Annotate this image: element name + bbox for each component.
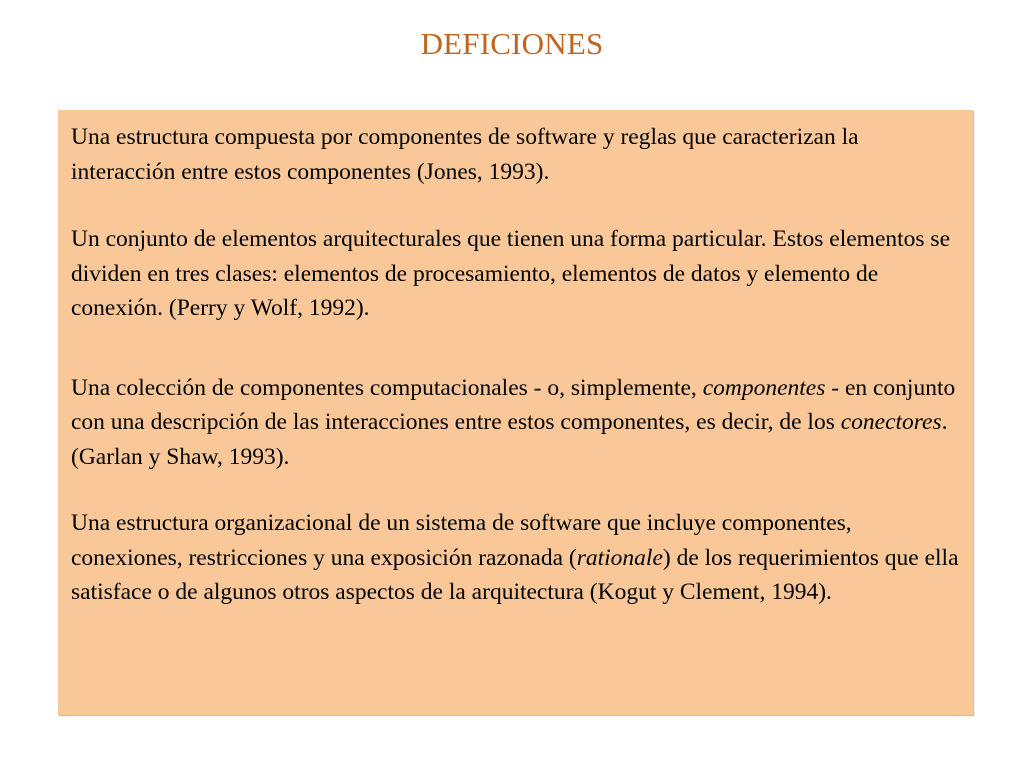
- definition-garlan-shaw-part-2: - en conjunto con una descripción de las interacciones entre estos componentes, es decir, de los: [71, 374, 956, 435]
- slide-title: DEFICIONES: [420, 26, 604, 61]
- definitions-box: [58, 110, 973, 715]
- definition-garlan-shaw: [71, 371, 961, 475]
- definition-jones: Una estructura compuesta por componentes de software y reglas que caracterizan la interacción entre estos componentes (Jones, 1993).: [71, 124, 859, 185]
- definition-garlan-shaw-part-3: .(Garlan y Shaw, 1993).: [71, 409, 948, 470]
- term-conectores: conectores: [840, 409, 942, 435]
- definition-kogut-clement-part-2: ) de los requerimientos que ella satisface o de algunos otros aspectos de la arquitectura (Kogut y Clement, 1994).: [71, 544, 959, 605]
- term-rationale: rationale: [576, 544, 663, 571]
- definition-perry-wolf: Un conjunto de elementos arquitecturales que tienen una forma particular. Estos elementos se dividen en tres clases: elementos de procesamiento, elementos de datos y elemento de conexión. (Perry y Wolf, 1992).: [71, 226, 951, 321]
- definition-kogut-clement-part-1: Una estructura organizacional de un sistema de software que incluye componentes, conexiones, restricciones y una exposición razonada (: [71, 510, 852, 571]
- definition-garlan-shaw-part-1: Una colección de componentes computacionales - o, simplemente,: [71, 374, 703, 401]
- term-componentes: componentes: [702, 374, 826, 401]
- definition-kogut-clement: [71, 506, 961, 610]
